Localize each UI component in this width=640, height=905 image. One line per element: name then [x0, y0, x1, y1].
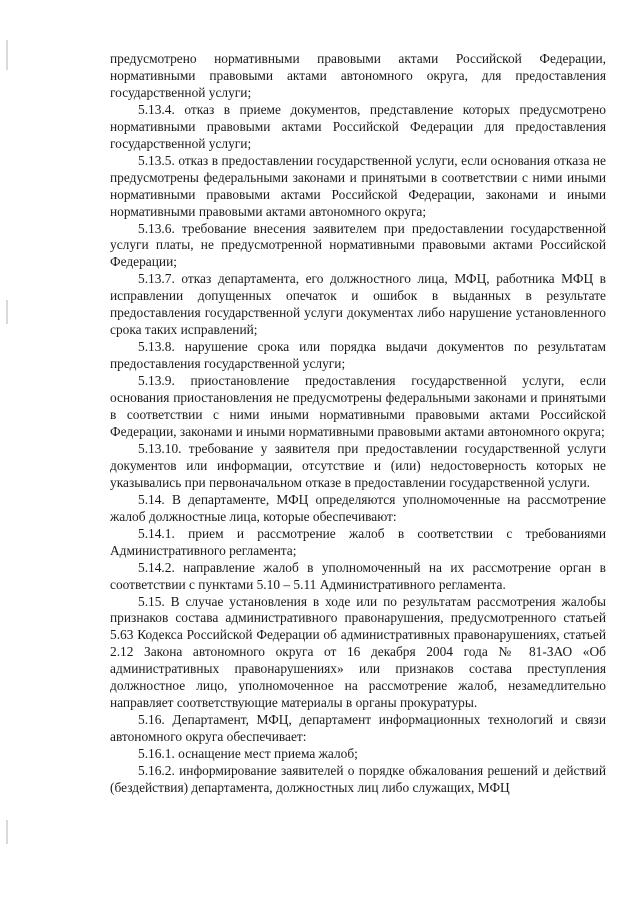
- paragraph-5-13-8: 5.13.8. нарушение срока или порядка выдачи документов по результатам предоставления государственной услуги;: [110, 339, 606, 372]
- paragraph-5-13-10: 5.13.10. требование у заявителя при предоставлении государственной услуги документов или информации, отсутствие и (или) недостоверность которых не указывались при первоначальном отказе в предоставлении государственной услуги.: [110, 440, 606, 490]
- paragraph-5-16: 5.16. Департамент, МФЦ, департамент информационных технологий и связи автономного округа обеспечивает:: [110, 712, 606, 745]
- paragraph-5-16-2: 5.16.2. информирование заявителей о порядке обжалования решений и действий (бездействия) департамента, должностных лиц либо служащих, МФЦ: [110, 763, 606, 795]
- paragraph-5-13-9: 5.13.9. приостановление предоставления государственной услуги, если основания приостановления не предусмотрены федеральными законами и принятыми в соответствии с ними иными нормативными правовыми актами Российской Федерации, законами и иными нормативными правовыми актами автономного округа;: [110, 373, 606, 439]
- scan-margin-mark: [6, 40, 8, 70]
- paragraph-5-13-4: 5.13.4. отказ в приеме документов, представление которых предусмотрено нормативными правовыми актами Российской Федерации для предоставления государственной услуги;: [110, 101, 606, 151]
- document-body: [110, 51, 606, 797]
- paragraph-5-15: 5.15. В случае установления в ходе или по результатам рассмотрения жалобы признаков состава административного правонарушения, предусмотренного статьей 5.63 Кодекса Российской Федерации об административных правонарушениях, статьей 2.12 Закона автономного округа от 16 декабря 2004 года № 81-ЗАО «Об административных правонарушениях» или признаков состава преступления должностное лицо, уполномоченное на рассмотрение жалоб, незамедлительно направляет соответствующие материалы в органы прокуратуры.: [110, 593, 606, 711]
- paragraph-5-14-1: 5.14.1. прием и рассмотрение жалоб в соответствии с требованиями Административного регламента;: [110, 525, 606, 558]
- paragraph-continuation: предусмотрено нормативными правовыми актами Российской Федерации, нормативными правовыми актами автономного округа, для предоставления государственной услуги;: [110, 51, 606, 100]
- scan-margin-mark: [6, 300, 8, 324]
- paragraph-5-14-2: 5.14.2. направление жалоб в уполномоченный на их рассмотрение орган в соответствии с пунктами 5.10 – 5.11 Административного регламента.: [110, 559, 606, 592]
- paragraph-5-13-6: 5.13.6. требование внесения заявителем при предоставлении государственной услуги платы, не предусмотренной нормативными правовыми актами Российской Федерации;: [110, 220, 606, 270]
- paragraph-5-16-1: 5.16.1. оснащение мест приема жалоб;: [138, 746, 358, 762]
- paragraph-5-13-7: 5.13.7. отказ департамента, его должностного лица, МФЦ, работника МФЦ в исправлении допущенных опечаток и ошибок в выданных в результате предоставления государственной услуги документах либо нарушение установленного срока таких исправлений;: [110, 271, 606, 338]
- paragraph-5-13-5: 5.13.5. отказ в предоставлении государственной услуги, если основания отказа не предусмотрены федеральными законами и принятыми в соответствии с ними иными нормативными правовыми актами Российской Федерации, законами и иными нормативными правовыми актами автономного округа;: [110, 152, 606, 219]
- paragraph-5-14: 5.14. В департаменте, МФЦ определяются уполномоченные на рассмотрение жалоб должностные лица, которые обеспечивают:: [110, 491, 606, 524]
- scan-margin-mark: [6, 820, 8, 844]
